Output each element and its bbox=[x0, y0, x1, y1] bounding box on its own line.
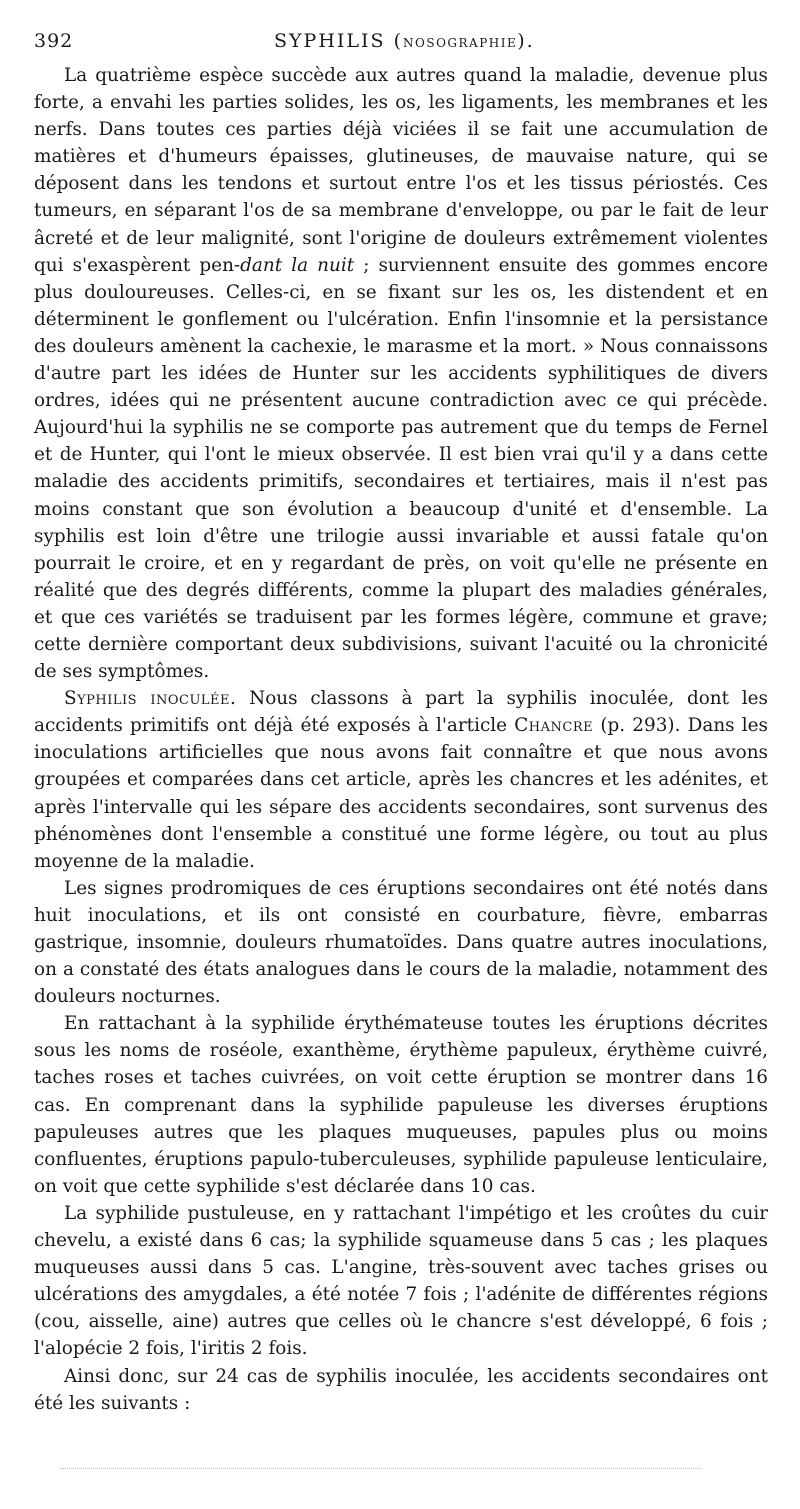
bottom-bleed-line bbox=[60, 1468, 700, 1469]
paragraph-5: La syphilide pustuleuse, en y rattachant l'impétigo et les croûtes du cuir chevelu, a existé dans 6 cas; la syphilide squameuse dans 5 cas ; les plaques muqueuses aussi dans 5 cas. L'angine, très-souvent avec taches grises ou ulcérations des amygdales, a été notée 7 fois ; l'adénite de différentes régions (cou, aisselle, aine) autres que celles où le chancre s'est développé, 6 fois ; l'alopécie 2 fois, l'iritis 2 fois. bbox=[34, 1202, 768, 1360]
running-head-end: ). bbox=[517, 30, 535, 52]
page-header bbox=[34, 30, 774, 56]
paragraph-2: Syphilis inoculée. Nous classons à part la syphilis inoculée, dont les accidents primitifs ont déjà été exposés à l'article Chancre (p. 293). Dans les inoculations artificielles que nous avons fait connaître et que nous avons groupées et comparées dans cet article, après les chancres et les adénites, et après l'intervalle qui les sépare des accidents secondaires, sont survenus des phénomènes dont l'ensemble a constitué une forme légère, ou tout au plus moyenne de la maladie. bbox=[34, 688, 768, 872]
paragraph-1: La quatrième espèce succède aux autres quand la maladie, devenue plus forte, a envahi les parties solides, les os, les ligaments, les membranes et les nerfs. Dans toutes ces parties déjà viciées il se fait une accumulation de matières et d'humeurs épaisses, glutineuses, de mauvaise nature, qui se déposent dans les tendons et surtout entre l'os et les tissus périostés. Ces tumeurs, en séparant l'os de sa membrane d'enveloppe, ou par le fait de leur âcreté et de leur malignité, sont l'origine de douleurs extrêmement violentes qui s'exaspèrent pen-dant la nuit ; surviennent ensuite des gommes encore plus douloureuses. Celles-ci, en se fixant sur les os, les distendent et en déterminent le gonflement ou l'ulcération. Enfin l'insomnie et la persistance des douleurs amènent la cachexie, le marasme et la mort. » Nous connaissons d'autre part les idées de Hunter sur les accidents syphilitiques de divers ordres, idées qui ne présentent aucune contradiction avec ce qui précède. Aujourd'hui la syphilis ne se comporte pas autrement que du temps de Fernel et de Hunter, qui l'ont le mieux observée. Il est bien vrai qu'il y a dans cette maladie des accidents primitifs, secondaires et tertiaires, mais il n'est pas moins constant que son évolution a beaucoup d'unité et d'ensemble. La syphilis est loin d'être une trilogie aussi invariable et aussi fatale qu'on pourrait le croire, et en y regardant de près, on voit qu'elle ne présente en réalité que des degrés différents, comme la plupart des maladies générales, et que ces variétés se traduisent par les formes légère, commune et grave; cette dernière comportant deux subdivisions, suivant l'acuité ou la chronicité de ses symptômes. bbox=[34, 65, 768, 683]
paragraph-6: Ainsi donc, sur 24 cas de syphilis inoculée, les accidents secondaires ont été les suivants : bbox=[34, 1365, 768, 1414]
running-head bbox=[274, 30, 535, 52]
section-heading: Syphilis inoculée. bbox=[64, 688, 237, 710]
page-number: 392 bbox=[34, 30, 74, 52]
italic-phrase: dant la nuit bbox=[240, 254, 355, 276]
paragraph-3: Les signes prodromiques de ces éruptions secondaires ont été notés dans huit inoculations, et ils ont consisté en courbature, fièvre, embarras gastrique, insomnie, douleurs rhumatoïdes. Dans quatre autres inoculations, on a constaté des états analogues dans le cours de la maladie, notamment des douleurs nocturnes. bbox=[34, 877, 768, 1008]
running-head-sub: NOSOGRAPHIE bbox=[403, 36, 518, 50]
paragraph-4: En rattachant à la syphilide érythémateuse toutes les éruptions décrites sous les noms de roséole, exanthème, érythème papuleux, érythème cuivré, taches roses et taches cuivrées, on voit cette éruption se montrer dans 16 cas. En comprenant dans la syphilide papuleuse les diverses éruptions papuleuses autres que les plaques muqueuses, papules plus ou moins confluentes, éruptions papulo-tuberculeuses, syphilide papuleuse lenticulaire, on voit que cette syphilide s'est déclarée dans 10 cas. bbox=[34, 1013, 768, 1197]
running-head-main: SYPHILIS ( bbox=[274, 30, 404, 52]
cross-reference: Chancre bbox=[514, 715, 594, 737]
body-text bbox=[34, 62, 768, 1417]
